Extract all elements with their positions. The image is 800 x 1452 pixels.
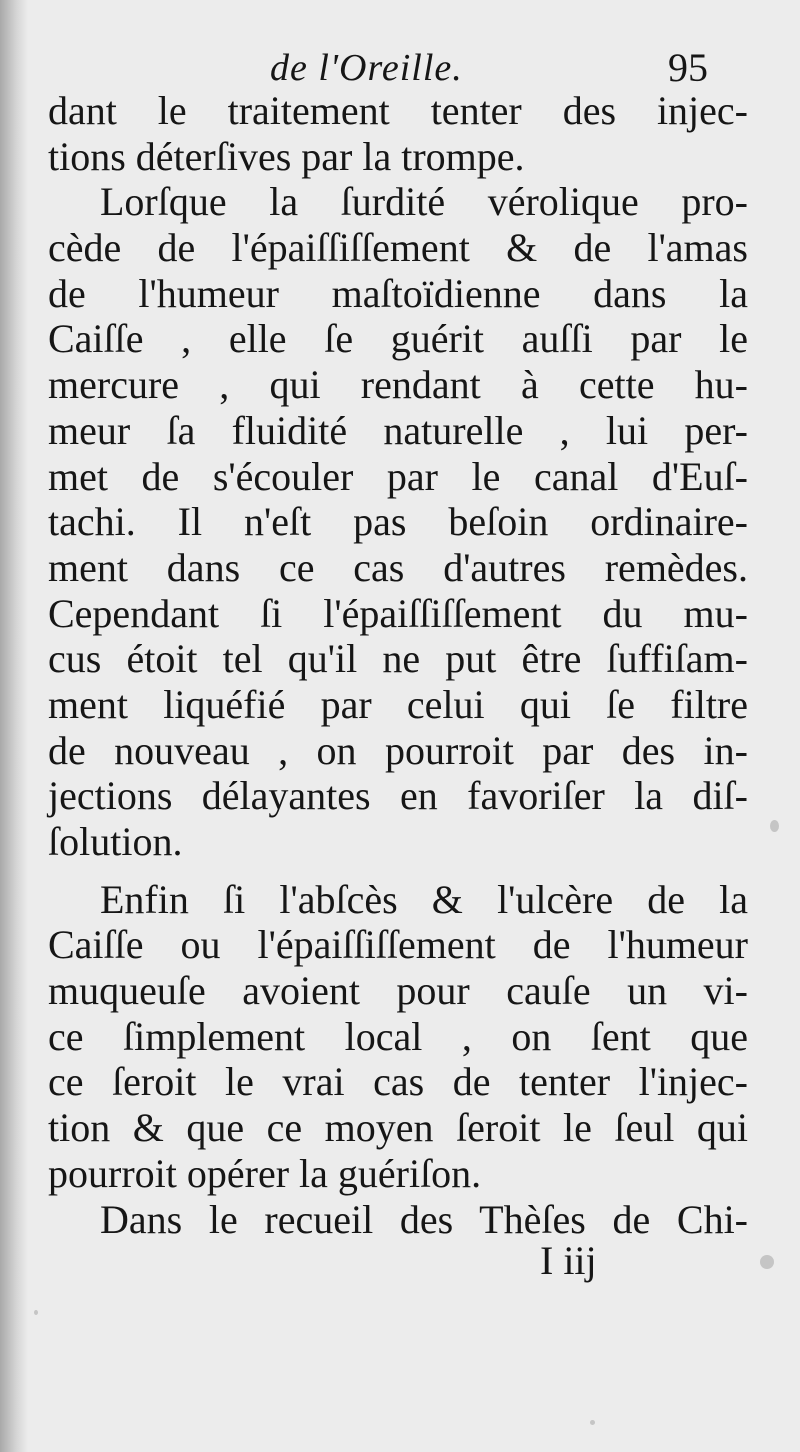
page-number: 95 (668, 45, 708, 90)
text-line: ce ſeroit le vrai cas de tenter l'injec- (48, 1059, 748, 1105)
text-line: tions déterſives par la trompe. (48, 133, 525, 179)
text-line: meur ſa fluidité naturelle , lui per- (48, 407, 748, 453)
text-line: pourroit opérer la guériſon. (48, 1150, 482, 1196)
text-line: Lorſque la ſurdité vérolique pro- (100, 179, 748, 225)
paragraph-gap (48, 865, 748, 877)
paper-speck (770, 820, 779, 832)
text-line: met de s'écouler par le canal d'Euſ- (48, 453, 748, 499)
text-line: de nouveau , on pourroit par des in- (48, 727, 748, 773)
text-line: ſolution. (48, 819, 183, 864)
text-line: Dans le recueil des Thèſes de Chi- (100, 1196, 748, 1242)
text-line: tion & que ce moyen ſeroit le ſeul qui (48, 1105, 748, 1151)
text-line: cède de l'épaiſſiſſement & de l'amas (48, 225, 748, 271)
text-line: mercure , qui rendant à cette hu- (48, 362, 748, 408)
text-line: Caiſſe ou l'épaiſſiſſement de l'humeur (48, 922, 748, 968)
page-gutter-shadow (0, 0, 28, 1452)
text-line: de l'humeur maſtoïdienne dans la (48, 270, 748, 316)
text-line: dant le traitement tenter des injec- (48, 88, 748, 133)
paper-speck (590, 1420, 595, 1425)
text-line: ment liquéfié par celui qui ſe filtre (48, 681, 748, 727)
paper-speck (760, 1255, 774, 1269)
running-title: de l'Oreille. (270, 47, 463, 89)
signature-mark: I iij (540, 1238, 597, 1283)
text-line: Cependant ſi l'épaiſſiſſement du mu- (48, 590, 748, 636)
text-line: cus étoit tel qu'il ne put être ſuffiſam- (48, 636, 748, 682)
text-line: Caiſſe , elle ſe guérit auſſi par le (48, 316, 748, 362)
text-line: Enfin ſi l'abſcès & l'ulcère de la (100, 876, 748, 922)
text-line: ment dans ce cas d'autres remèdes. (48, 544, 748, 590)
text-line: muqueuſe avoient pour cauſe un vi- (48, 968, 748, 1014)
body-text (48, 88, 748, 1242)
text-line: jections délayantes en favoriſer la diſ- (48, 773, 748, 819)
paper-speck (34, 1310, 38, 1315)
text-line: tachi. Il n'eſt pas beſoin ordinaire- (48, 499, 748, 545)
text-line: ce ſimplement local , on ſent que (48, 1013, 748, 1059)
